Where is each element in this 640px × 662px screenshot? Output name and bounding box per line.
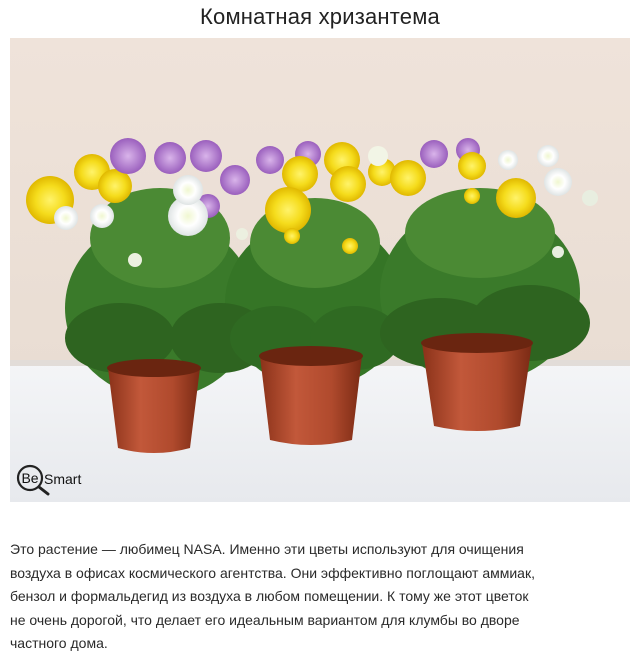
article-title: Комнатная хризантема [200, 4, 440, 29]
logo-circle-letters: Be [21, 470, 39, 486]
besmart-logo-mark [14, 462, 94, 496]
caption-line: не очень дорогой, что делает его идеальным вариантом для клумбы во дворе [10, 611, 520, 628]
article-caption [10, 538, 630, 656]
caption-line: бензол и формальдегид из воздуха в любом помещении. К тому же этот цветок [10, 588, 529, 604]
caption-line: Это растение — любимец NASA. Именно эти цветы используют для очищения [10, 541, 524, 557]
caption-line: частного дома. [10, 635, 108, 651]
logo-text: Smart [44, 471, 82, 487]
photo-illustration [10, 38, 630, 502]
caption-line: воздуха в офисах космического агентства. Они эффективно поглощают аммиак, [10, 564, 535, 581]
chrysanthemum-photo [10, 38, 630, 502]
besmart-logo [14, 462, 94, 496]
